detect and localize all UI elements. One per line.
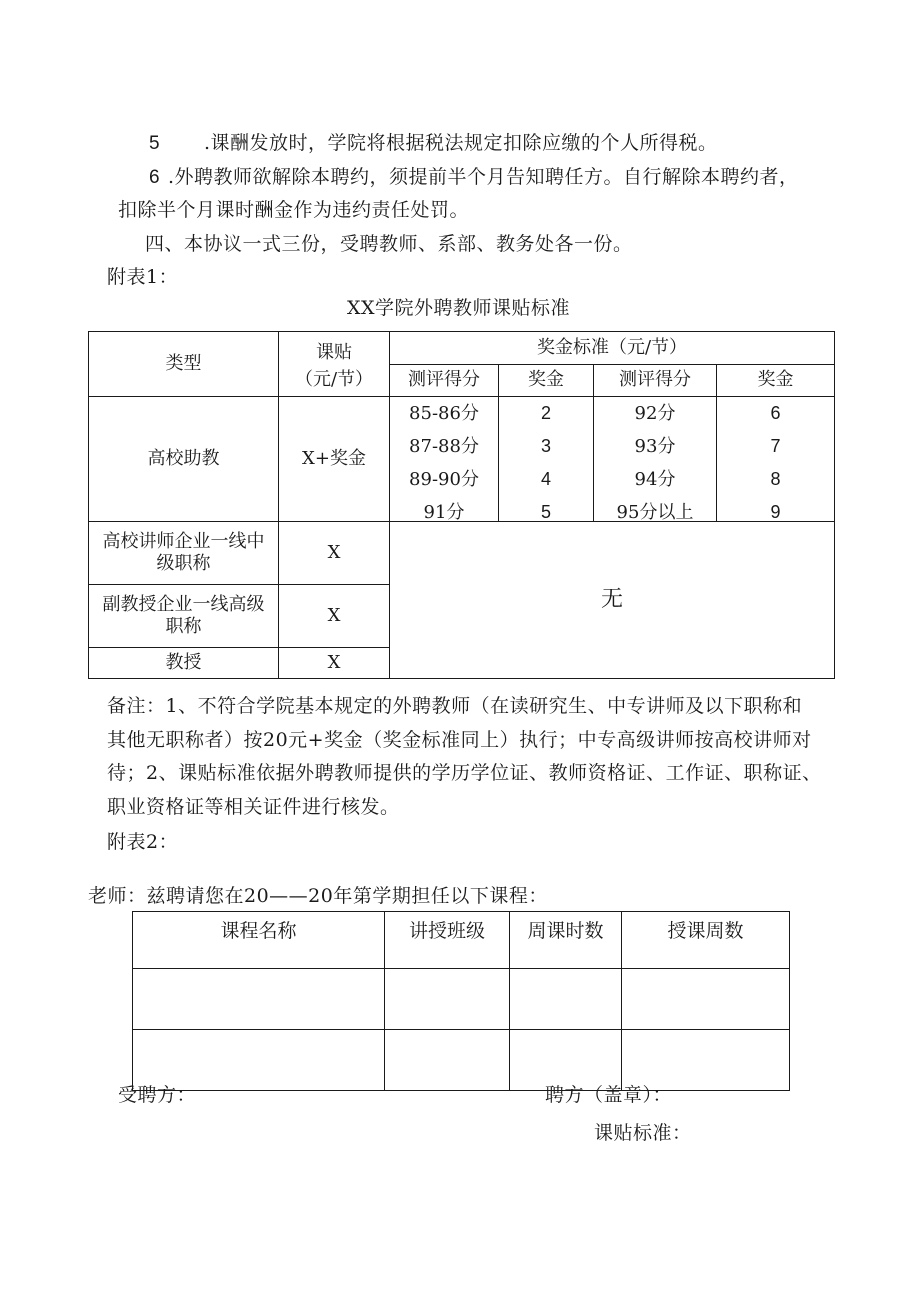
remark-line3: 待；2、课贴标准依据外聘教师提供的学历学位证、教师资格证、工作证、职称证、 <box>107 762 822 784</box>
clause-5-text: .课酬发放时，学院将根据税法规定扣除应缴的个人所得税。 <box>204 132 718 154</box>
clause-6-text-line1: .外聘教师欲解除本聘约，须提前半个月告知聘任方。自行解除本聘约者， <box>168 166 799 188</box>
header-score-b: 测评得分 <box>594 365 717 397</box>
assistant-type: 高校助教 <box>89 397 279 522</box>
assistant-scores-b <box>594 397 717 522</box>
bonus-a-1: 2 <box>540 403 551 423</box>
table-row <box>133 969 790 1030</box>
no-bonus-cell: 无 <box>390 522 835 679</box>
bonus-b-2: 7 <box>770 436 781 456</box>
assistant-bonuses-b <box>717 397 835 522</box>
lecturer-row <box>89 522 835 585</box>
class-cell <box>385 969 510 1030</box>
weekly-hours-header: 周课时数 <box>510 912 622 969</box>
associate-professor-type <box>89 585 279 648</box>
employer-label: 聘方（盖章）： <box>545 1084 673 1106</box>
professor-type: 教授 <box>89 648 279 679</box>
assistant-bonuses-a <box>499 397 594 522</box>
clause-four-text: 四、本协议一式三份，受聘教师、系部、教务处各一份。 <box>145 233 633 255</box>
assistant-row <box>89 397 835 522</box>
remark-line4: 职业资格证等相关证件进行核发。 <box>107 796 400 818</box>
bonus-b-4: 9 <box>770 502 781 521</box>
header-type: 类型 <box>89 332 279 397</box>
header-score-a: 测评得分 <box>390 365 499 397</box>
header-bonus-standard: 奖金标准（元/节） <box>390 332 835 365</box>
bonus-a-2: 3 <box>540 436 551 456</box>
score-a-3: 89-90分 <box>409 469 479 490</box>
bonus-a-4: 5 <box>540 502 551 521</box>
header-subsidy-line1: 课贴 <box>279 332 390 365</box>
assistant-scores-a <box>390 397 499 522</box>
associate-professor-type-line2: 职称 <box>165 616 202 637</box>
course-name-cell <box>133 1030 385 1091</box>
teaching-weeks-header: 授课周数 <box>622 912 790 969</box>
header-bonus-a: 奖金 <box>499 365 594 397</box>
lecturer-type-line1: 高校讲师企业一线中 <box>102 530 265 552</box>
remark-line2: 其他无职称者）按20元+奖金（奖金标准同上）执行；中专高级讲师按高校讲师对 <box>107 729 812 751</box>
teaching-weeks-cell <box>622 1030 790 1091</box>
employee-label: 受聘方： <box>118 1084 197 1106</box>
score-b-4: 95分以上 <box>616 502 694 521</box>
weekly-hours-cell <box>510 969 622 1030</box>
attachment-1-label: 附表1： <box>107 266 179 288</box>
assistant-subsidy: X+奖金 <box>279 397 390 522</box>
header-bonus-b: 奖金 <box>717 365 835 397</box>
bonus-b-1: 6 <box>770 403 781 423</box>
appointment-intro: 老师：兹聘请您在20——20年第学期担任以下课程： <box>88 885 548 907</box>
course-name-header: 课程名称 <box>133 912 385 969</box>
subsidy-standard-table <box>88 331 835 679</box>
associate-professor-type-line1: 副教授企业一线高级 <box>102 593 265 615</box>
clause-6-number: 6 <box>149 167 161 188</box>
associate-professor-subsidy: X <box>279 585 390 648</box>
lecturer-type <box>89 522 279 585</box>
course-table <box>132 911 790 1091</box>
lecturer-subsidy: X <box>279 522 390 585</box>
class-cell <box>385 1030 510 1091</box>
class-header: 讲授班级 <box>385 912 510 969</box>
score-b-2: 93分 <box>634 436 676 457</box>
subsidy-standard-label: 课贴标准： <box>594 1122 692 1144</box>
clause-5-number: 5 <box>149 133 161 154</box>
teaching-weeks-cell <box>622 969 790 1030</box>
score-a-4: 91分 <box>423 502 465 521</box>
bonus-b-3: 8 <box>770 469 781 489</box>
table-1-title: XX学院外聘教师课贴标准 <box>347 297 571 319</box>
course-name-cell <box>133 969 385 1030</box>
attachment-2-label: 附表2： <box>107 831 179 853</box>
table-row <box>133 1030 790 1091</box>
header-subsidy-line2: （元/节） <box>279 365 390 397</box>
score-b-1: 92分 <box>634 403 676 424</box>
clause-6-text-line2: 扣除半个月课时酬金作为违约责任处罚。 <box>118 199 470 221</box>
bonus-a-3: 4 <box>540 469 551 489</box>
lecturer-type-line2: 级职称 <box>156 553 211 574</box>
remark-line1: 备注：1、不符合学院基本规定的外聘教师（在读研究生、中专讲师及以下职称和 <box>107 695 803 717</box>
score-b-3: 94分 <box>634 469 676 490</box>
weekly-hours-cell <box>510 1030 622 1091</box>
professor-subsidy: X <box>279 648 390 679</box>
score-a-2: 87-88分 <box>409 436 479 457</box>
score-a-1: 85-86分 <box>409 403 479 424</box>
